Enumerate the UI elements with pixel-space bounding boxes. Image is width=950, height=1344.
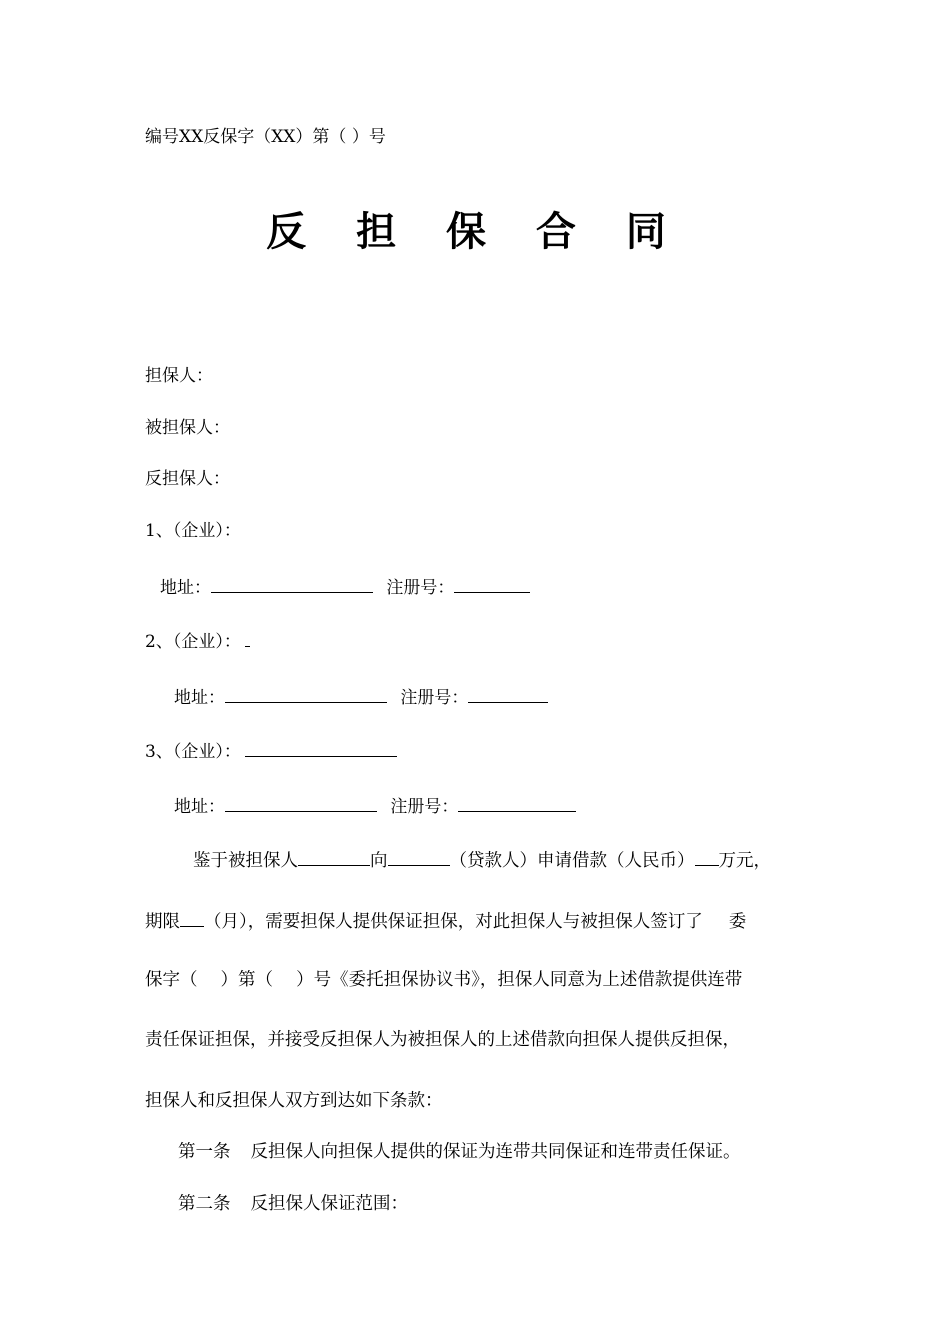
recital-line-4: 责任保证担保，并接受反担保人为被担保人的上述借款向担保人提供反担保，	[145, 1030, 740, 1050]
enterprise-1-label: 1、（企业）：	[145, 521, 241, 541]
address-label: 地址：	[160, 578, 211, 598]
amount-blank	[695, 847, 719, 866]
address-blank	[211, 574, 373, 593]
address-blank	[225, 684, 387, 703]
address-label: 地址：	[174, 797, 225, 817]
enterprise-3-label: 3、（企业）：	[145, 742, 241, 762]
article-text: 反担保人保证范围：	[250, 1194, 408, 1214]
article-1	[178, 1140, 741, 1164]
registration-label: 注册号：	[390, 797, 459, 817]
guarantor-label: 担保人：	[145, 366, 213, 386]
enterprise-2-row	[145, 628, 250, 654]
guaranteed-party-label: 被担保人：	[145, 418, 230, 438]
term-blank	[180, 908, 204, 927]
recital-line-2	[145, 908, 746, 934]
registration-blank	[468, 684, 548, 703]
enterprise-2-blank	[245, 628, 250, 647]
recital-text: 万元，	[718, 851, 771, 871]
enterprise-3-row	[145, 738, 397, 764]
enterprise-3-address-row	[174, 793, 576, 819]
registration-label: 注册号：	[386, 578, 455, 598]
registration-blank	[458, 793, 576, 812]
enterprise-2-label: 2、（企业）：	[145, 632, 241, 652]
recital-line-1	[193, 847, 771, 873]
document-number: 编号XX反保字（XX）第（ ）号	[145, 127, 386, 147]
lender-blank	[388, 847, 450, 866]
article-text: 反担保人向担保人提供的保证为连带共同保证和连带责任保证。	[250, 1142, 741, 1162]
address-label: 地址：	[174, 688, 225, 708]
recital-text: 向	[370, 851, 388, 871]
registration-label: 注册号：	[400, 688, 469, 708]
recital-text: （月），需要担保人提供保证担保，对此担保人与被担保人签订了	[204, 912, 703, 932]
counter-guarantor-label: 反担保人：	[145, 469, 230, 489]
recital-text: 鉴于被担保人	[193, 851, 298, 871]
article-number: 第一条	[178, 1142, 231, 1162]
address-blank	[225, 793, 377, 812]
enterprise-1-address-row	[160, 574, 530, 600]
enterprise-2-address-row	[174, 684, 548, 710]
recital-line-5: 担保人和反担保人双方到达如下条款：	[145, 1091, 443, 1111]
recital-line-3: 保字（ ）第（ ）号《委托担保协议书》，担保人同意为上述借款提供连带	[145, 970, 743, 990]
recital-text: （贷款人）申请借款（人民币）	[449, 851, 695, 871]
article-number: 第二条	[178, 1194, 231, 1214]
article-2	[178, 1192, 408, 1216]
enterprise-3-blank	[245, 738, 397, 757]
recital-text: 委	[728, 912, 747, 932]
borrower-blank	[298, 847, 370, 866]
registration-blank	[454, 574, 530, 593]
document-title: 反 担 保 合 同	[266, 209, 684, 255]
recital-text: 期限	[145, 912, 180, 932]
